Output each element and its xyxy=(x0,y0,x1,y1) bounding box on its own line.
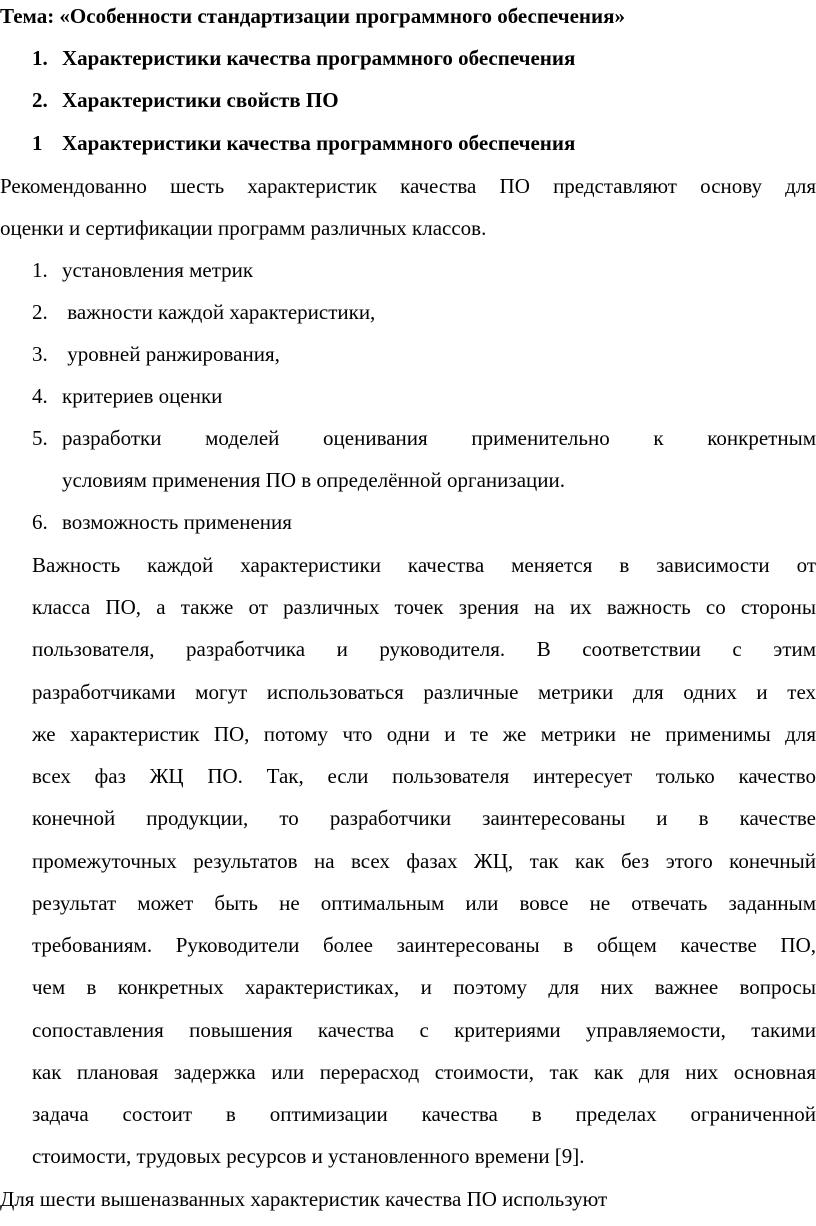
body-line: всех фаз ЖЦ ПО. Так, если пользователя интересует только качество xyxy=(32,764,816,788)
list-item: критериев оценки xyxy=(62,384,223,408)
list-number: 5. xyxy=(32,426,48,450)
list-number: 6. xyxy=(32,510,48,534)
outline-number: 1. xyxy=(32,46,48,70)
list-number: 3. xyxy=(32,342,48,366)
body-line: сопоставления повышения качества с критериями управляемости, такими xyxy=(32,1018,816,1042)
body-line: чем в конкретных характеристиках, и поэтому для них важнее вопросы xyxy=(32,975,816,999)
list-item: разработки моделей оценивания применительно к конкретным xyxy=(62,426,816,450)
body-line: класса ПО, а также от различных точек зрения на их важность со стороны xyxy=(32,595,816,619)
body-line: Важность каждой характеристики качества меняется в зависимости от xyxy=(32,553,816,577)
list-item: возможность применения xyxy=(62,510,292,534)
body-line: требованиям. Руководители более заинтересованы в общем качестве ПО, xyxy=(32,933,816,957)
body-line: промежуточных результатов на всех фазах ЖЦ, так как без этого конечный xyxy=(32,849,816,873)
body-line: пользователя, разработчика и руководителя. В соответствии с этим xyxy=(32,637,816,661)
section-number: 1 xyxy=(32,131,43,155)
list-item-continuation: условиям применения ПО в определённой организации. xyxy=(62,468,565,492)
closing-line: Для шести вышеназванных характеристик качества ПО используют xyxy=(0,1187,608,1211)
body-line: конечной продукции, то разработчики заинтересованы и в качестве xyxy=(32,806,816,830)
list-number: 1. xyxy=(32,258,48,282)
list-item: установления метрик xyxy=(62,258,254,282)
body-line: же характеристик ПО, потому что одни и те же метрики не применимы для xyxy=(32,722,816,746)
intro-line: оценки и сертификации программ различных классов. xyxy=(0,216,487,240)
list-number: 2. xyxy=(32,300,48,324)
list-item: важности каждой характеристики, xyxy=(62,300,376,324)
outline-item: Характеристики свойств ПО xyxy=(62,88,339,112)
list-item: уровней ранжирования, xyxy=(62,342,280,366)
body-line: стоимости, трудовых ресурсов и установленного времени [9]. xyxy=(32,1144,585,1168)
document-title: Тема: «Особенности стандартизации программного обеспечения» xyxy=(0,4,625,28)
outline-item: Характеристики качества программного обеспечения xyxy=(62,46,576,70)
body-line: как плановая задержка или перерасход стоимости, так как для них основная xyxy=(32,1060,816,1084)
body-line: результат может быть не оптимальным или вовсе не отвечать заданным xyxy=(32,891,816,915)
outline-number: 2. xyxy=(32,88,48,112)
intro-line: Рекомендованно шесть характеристик качества ПО представляют основу для xyxy=(0,174,816,198)
body-line: разработчиками могут использоваться различные метрики для одних и тех xyxy=(32,680,816,704)
body-line: задача состоит в оптимизации качества в пределах ограниченной xyxy=(32,1102,816,1126)
section-heading: Характеристики качества программного обеспечения xyxy=(62,131,576,155)
list-number: 4. xyxy=(32,384,48,408)
